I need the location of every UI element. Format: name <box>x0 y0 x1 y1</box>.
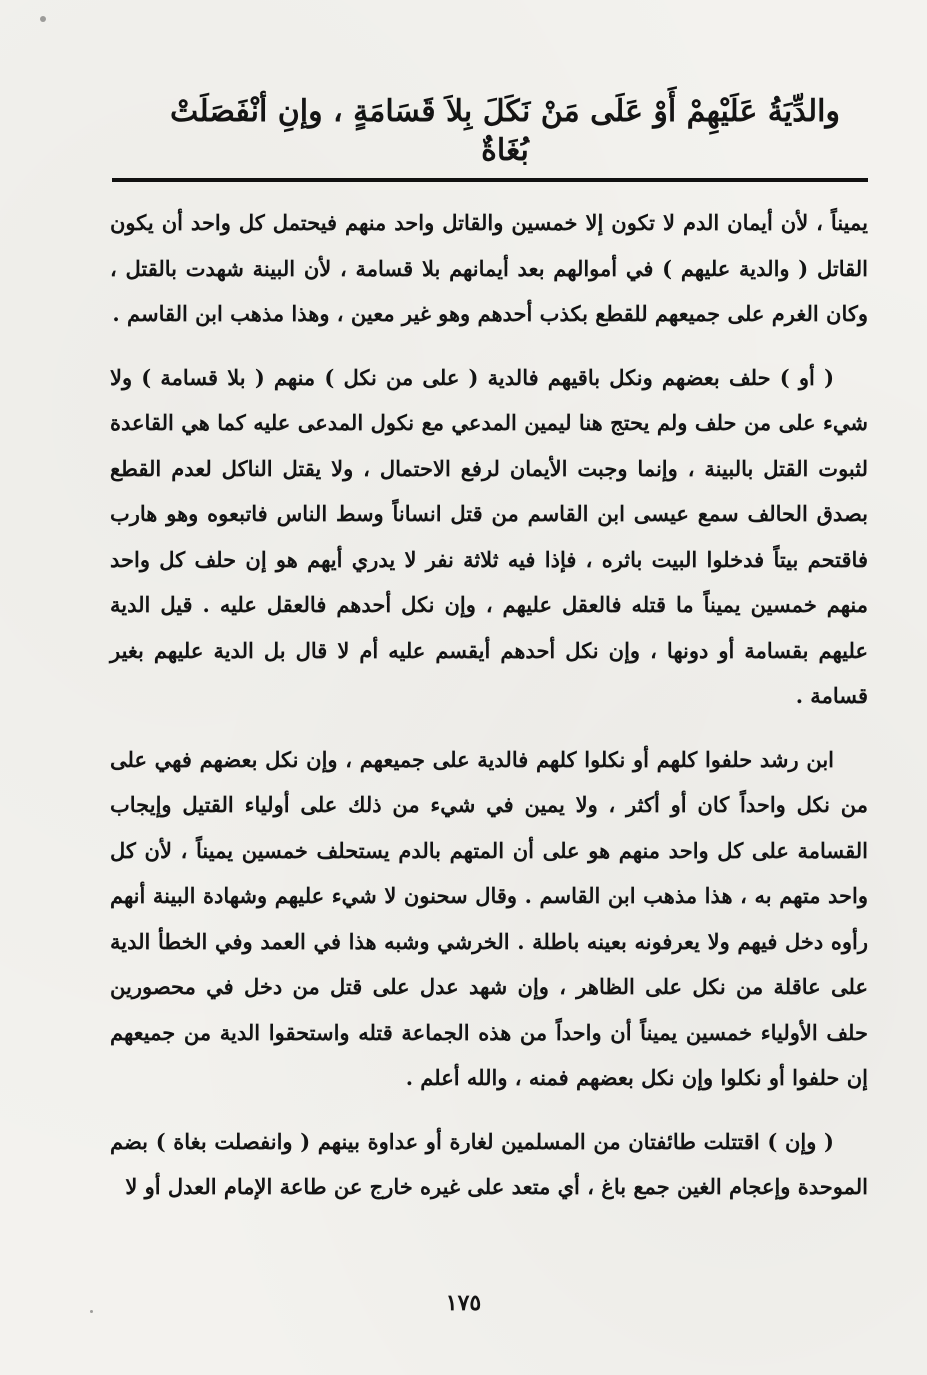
paragraph: ( أو ) حلف بعضهم ونكل باقيهم فالدية ( على من نكل ) منهم ( بلا قسامة ) ولا شيء على من حلف ولم يحتج هنا ليمين المدعي مع نكول المدعى عليه كما هي القاعدة لثبوت القتل بالبينة ، وإنما وجبت الأيمان لرفع الاحتمال ، ولا يقتل الناكل لعدم القطع بصدق الحالف سمع عيسى ابن القاسم من قتل انساناً وسط الناس فاتبعوه وهو هارب فاقتحم بيتاً فدخلوا البيت باثره ، فإذا فيه ثلاثة نفر لا يدري أيهم هو إن حلف كل واحد منهم خمسين يميناً ما قتله فالعقل عليهم ، وإن نكل أحدهم فالعقل عليه . قيل الدية عليهم بقسامة أو دونها ، وإن نكل أحدهم أيقسم عليه أم لا قال بل الدية عليهم بغير قسامة . <box>110 364 868 708</box>
scan-speck <box>90 1310 93 1313</box>
body-text <box>110 200 868 1210</box>
running-header: والدِّيَةُ عَلَيْهِمْ أَوْ عَلَى مَنْ نَكَلَ بِلاَ قَسَامَةٍ ، وإنِ أنْفَصَلَتْ بُغَاةٌ <box>170 94 840 168</box>
scan-speck <box>40 16 46 22</box>
paragraph: ابن رشد حلفوا كلهم أو نكلوا كلهم فالدية على جميعهم ، وإن نكل بعضهم فهي على من نكل واحداً كان أو أكثر ، ولا يمين في شيء من ذلك على أولياء القتيل وإيجاب القسامة على كل واحد منهم هو على أن المتهم بالدم يستحلف خمسين يميناً ، لأن كل واحد متهم به ، هذا مذهب ابن القاسم . وقال سحنون لا شيء عليهم وشهادة البينة أنهم رأوه دخل فيهم ولا يعرفونه بعينه باطلة . الخرشي وشبه هذا في العمد وفي الخطأ الدية على عاقلة من نكل على الظاهر ، وإن شهد عدل على قتل من دخل في محصورين حلف الأولياء خمسين يميناً أن واحداً من هذه الجماعة قتله واستحقوا الدية من جميعهم إن حلفوا أو نكلوا وإن نكل بعضهم فمنه ، والله أعلم . <box>110 746 869 1090</box>
page-number: ١٧٥ <box>445 1290 482 1316</box>
header-rule <box>112 178 868 182</box>
paragraph: يميناً ، لأن أيمان الدم لا تكون إلا خمسين والقاتل واحد منهم فيحتمل كل واحد أن يكون القاتل ( والدية عليهم ) في أموالهم بعد أيمانهم بلا قسامة ، لأن البينة شهدت بالقتل ، وكان الغرم على جميعهم للقطع بكذب أحدهم وهو غير معين ، وهذا مذهب ابن القاسم . <box>110 210 868 326</box>
paragraph: ( وإن ) اقتتلت طائفتان من المسلمين لغارة أو عداوة بينهم ( وانفصلت بغاة ) بضم الموحدة وإعجام الغين جمع باغ ، أي متعد على غيره خارج عن طاعة الإمام العدل أو لا <box>110 1128 868 1199</box>
